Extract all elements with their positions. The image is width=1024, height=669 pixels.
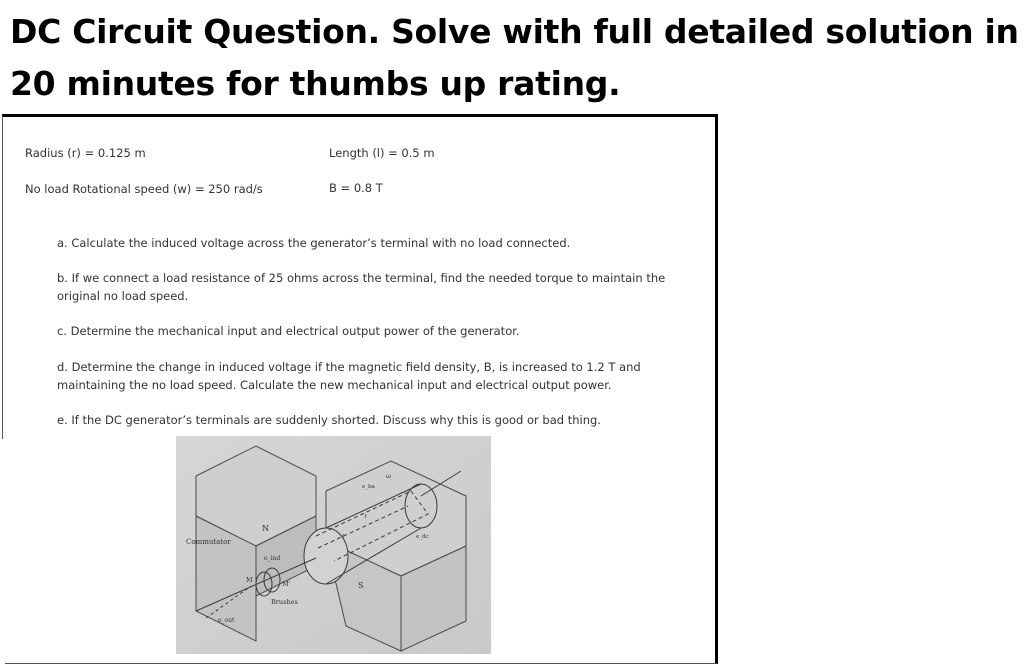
- field-param: B = 0.8 T: [329, 181, 383, 195]
- brushes-label: Brushes: [271, 598, 298, 606]
- m-prime-label: M': [282, 580, 291, 588]
- question-letter: d.: [57, 360, 68, 374]
- question-d: [57, 358, 677, 394]
- question-letter: c.: [57, 324, 67, 338]
- omega-label: ω: [386, 473, 391, 480]
- question-letter: a.: [57, 236, 68, 250]
- question-a: [57, 234, 677, 252]
- question-text: If we connect a load resistance of 25 ohms across the terminal, find the needed torque to maintain the original no load speed.: [57, 271, 666, 303]
- question-letter: e.: [57, 413, 68, 427]
- question-text: If the DC generator’s terminals are suddenly shorted. Discuss why this is good or bad thing.: [71, 413, 601, 427]
- page-title: DC Circuit Question. Solve with full detailed solution in 20 minutes for thumbs up rating.: [10, 12, 1019, 103]
- north-label: N: [262, 524, 269, 533]
- length-param: Length (l) = 0.5 m: [329, 146, 435, 160]
- question-text: Determine the change in induced voltage if the magnetic field density, B, is increased to 1.2 T and maintaining the no load speed. Calculate the new mechanical input and electrical output power.: [57, 360, 641, 392]
- eout-label: e_out: [218, 617, 235, 624]
- question-letter: b.: [57, 271, 68, 285]
- speed-param: No load Rotational speed (w) = 250 rad/s: [25, 182, 263, 196]
- question-e: [57, 411, 677, 429]
- question-text: Determine the mechanical input and electrical output power of the generator.: [70, 324, 520, 338]
- commutator-label: Commutator: [186, 538, 231, 546]
- question-c: [57, 322, 677, 340]
- question-b: [57, 269, 677, 305]
- edc-label: e_dc: [416, 534, 429, 540]
- radius-param: Radius (r) = 0.125 m: [25, 146, 146, 160]
- question-text: Calculate the induced voltage across the generator’s terminal with no load connected.: [71, 236, 571, 250]
- south-label: S: [358, 581, 364, 590]
- eind-label: e_ind: [264, 555, 281, 562]
- generator-diagram: [176, 436, 491, 654]
- eba-label: e_ba: [362, 484, 375, 490]
- m-label: M: [246, 576, 253, 584]
- r-label: r: [342, 533, 345, 540]
- l-label: ℓ: [364, 513, 367, 520]
- generator-diagram-photo: [176, 436, 491, 654]
